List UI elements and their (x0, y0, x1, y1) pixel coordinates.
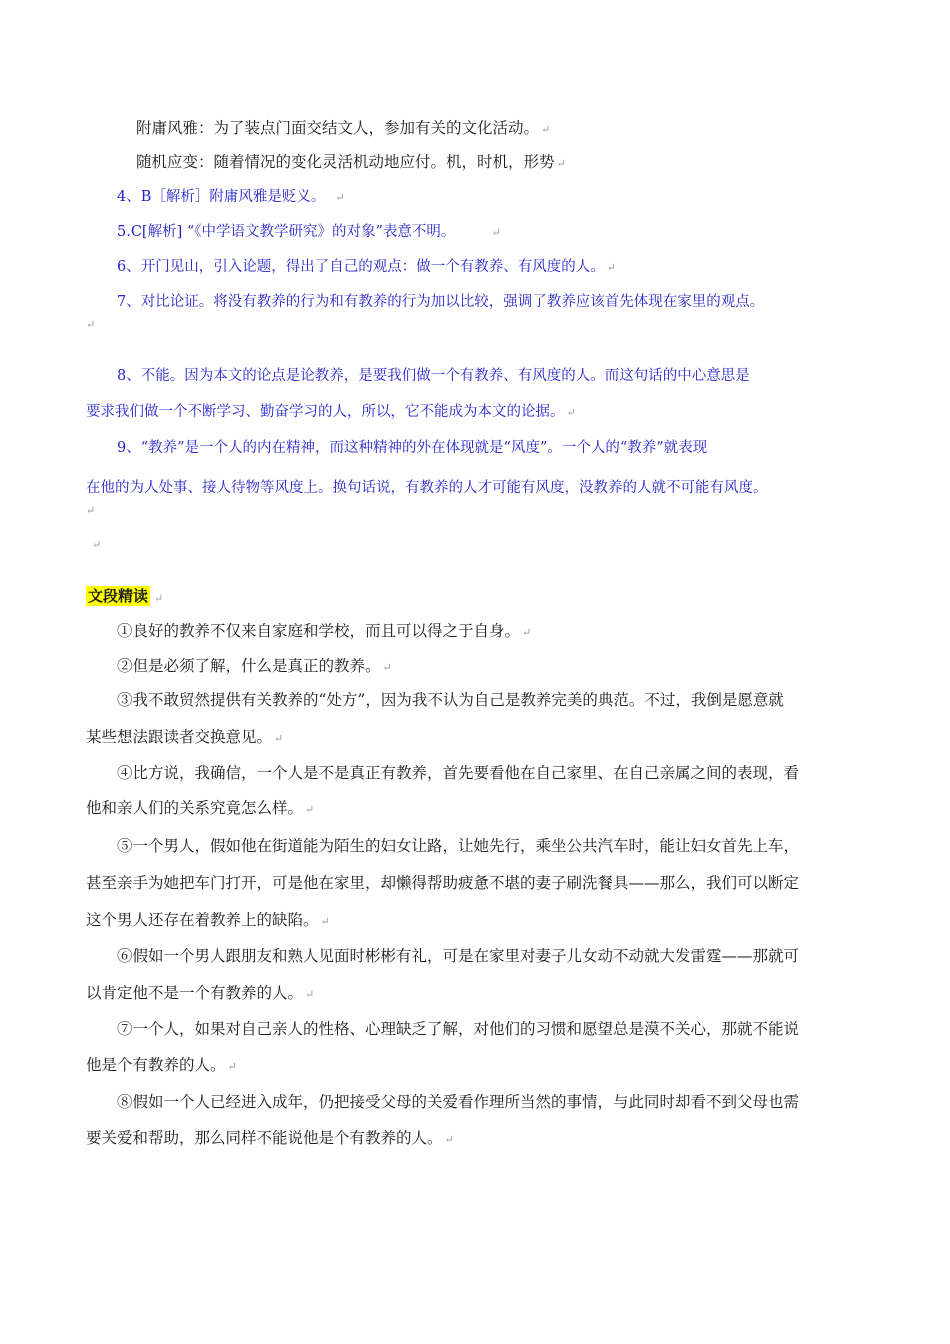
paragraph-mark: ↵ (154, 592, 164, 605)
answer-9-line-1: 9、“教养”是一个人的内在精神，而这种精神的外在体现就是“风度”。一个人的“教养”就表现 (117, 440, 708, 456)
paragraph-mark: ↵ (491, 226, 501, 239)
paragraph-mark: ↵ (522, 626, 532, 639)
paragraph-mark: ↵ (444, 1133, 454, 1146)
paragraph-6-line-2 (86, 983, 314, 1005)
paragraph-3-line-2 (86, 727, 283, 749)
paragraph-mark: ↵ (305, 803, 315, 816)
paragraph-mark: ↵ (92, 538, 102, 551)
answer-4 (117, 187, 345, 208)
paragraph-text: 以肯定他不是一个有教养的人。 (86, 984, 304, 1002)
paragraph-mark: ↵ (320, 915, 330, 928)
answer-text: 7、对比论证。将没有教养的行为和有教养的行为加以比较，强调了教养应该首先体现在家里的观点。 (117, 294, 765, 310)
paragraph-2 (117, 656, 392, 678)
answer-8-line-2 (86, 402, 576, 423)
answer-7 (117, 292, 764, 312)
paragraph-7-line-2 (86, 1055, 237, 1077)
paragraph-8-line-2 (86, 1128, 454, 1150)
answer-text: 6、开门见山，引入论题，得出了自己的观点：做一个有教养、有风度的人。 (117, 259, 605, 275)
paragraph-3-line-1: ③我不敢贸然提供有关教养的“处方”，因为我不认为自己是教养完美的典范。不过，我倒是愿意就 (117, 691, 784, 709)
paragraph-text: 他和亲人们的关系究竟怎么样。 (86, 799, 304, 817)
section-heading: 文段精读 (88, 587, 149, 605)
vocab-text: 附庸风雅：为了装点门面交结文人，参加有关的文化活动。 (136, 119, 540, 137)
paragraph-7-line-1: ⑦一个人，如果对自己亲人的性格、心理缺乏了解，对他们的习惯和愿望总是漠不关心，那就不能说 (117, 1020, 800, 1038)
answer-9-line-2: 在他的为人处事、接人待物等风度上。换句话说，有教养的人才可能有风度，没教养的人就不可能有风度。 (86, 480, 768, 496)
paragraph-mark: ↵ (382, 661, 392, 674)
paragraph-mark: ↵ (566, 406, 576, 419)
answer-8-line-1: 8、不能。因为本文的论点是论教养，是要我们做一个有教养、有风度的人。而这句话的中心意思是 (117, 368, 750, 384)
paragraph-mark: ↵ (335, 191, 345, 204)
paragraph-4-line-1: ④比方说，我确信，一个人是不是真正有教养，首先要看他在自己家里、在自己亲属之间的表现，看 (117, 764, 800, 782)
paragraph-text: 某些想法跟读者交换意见。 (86, 728, 273, 746)
paragraph-5-line-1: ⑤一个男人，假如他在街道能为陌生的妇女让路，让她先行，乘坐公共汽车时，能让妇女首先上车， (117, 837, 800, 855)
answer-5 (117, 222, 501, 243)
paragraph-text: ②但是必须了解，什么是真正的教养。 (117, 657, 381, 675)
paragraph-mark: ↵ (541, 123, 551, 136)
paragraph-text: 要关爱和帮助，那么同样不能说他是个有教养的人。 (86, 1129, 443, 1147)
answer-text: 要求我们做一个不断学习、勤奋学习的人，所以，它不能成为本文的论据。 (86, 404, 565, 420)
paragraph-mark: ↵ (86, 504, 96, 517)
paragraph-5-line-3 (86, 910, 330, 932)
answer-text: 4、B［解析］附庸风雅是贬义。 (117, 189, 326, 205)
paragraph-8-line-1: ⑧假如一个人已经进入成年，仍把接受父母的关爱看作理所当然的事情，与此同时却看不到父母也需 (117, 1093, 800, 1111)
paragraph-mark: ↵ (227, 1060, 237, 1073)
paragraph-mark: ↵ (305, 988, 315, 1001)
paragraph-mark: ↵ (606, 261, 616, 274)
paragraph-mark: ↵ (556, 157, 566, 170)
paragraph-mark: ↵ (274, 732, 284, 745)
vocab-line-2 (136, 152, 566, 174)
paragraph-text: ①良好的教养不仅来自家庭和学校，而且可以得之于自身。 (117, 622, 521, 640)
paragraph-mark: ↵ (86, 318, 96, 331)
paragraph-text: 这个男人还存在着教养上的缺陷。 (86, 911, 319, 929)
paragraph-4-line-2 (86, 798, 314, 820)
paragraph-1 (117, 621, 531, 643)
paragraph-5-line-2: 甚至亲手为她把车门打开，可是他在家里，却懒得帮助疲惫不堪的妻子刷洗餐具——那么，我们可以断定 (86, 874, 800, 892)
vocab-text: 随机应变：随着情况的变化灵活机动地应付。机，时机，形势 (136, 153, 555, 171)
vocab-line-1 (136, 118, 550, 140)
answer-text: 5.C[解析] “《中学语文教学研究》的对象”表意不明。 (117, 224, 456, 240)
paragraph-text: 他是个有教养的人。 (86, 1056, 226, 1074)
answer-6 (117, 257, 616, 278)
paragraph-6-line-1: ⑥假如一个男人跟朋友和熟人见面时彬彬有礼，可是在家里对妻子儿女动不动就大发雷霆——那就可 (117, 947, 800, 965)
